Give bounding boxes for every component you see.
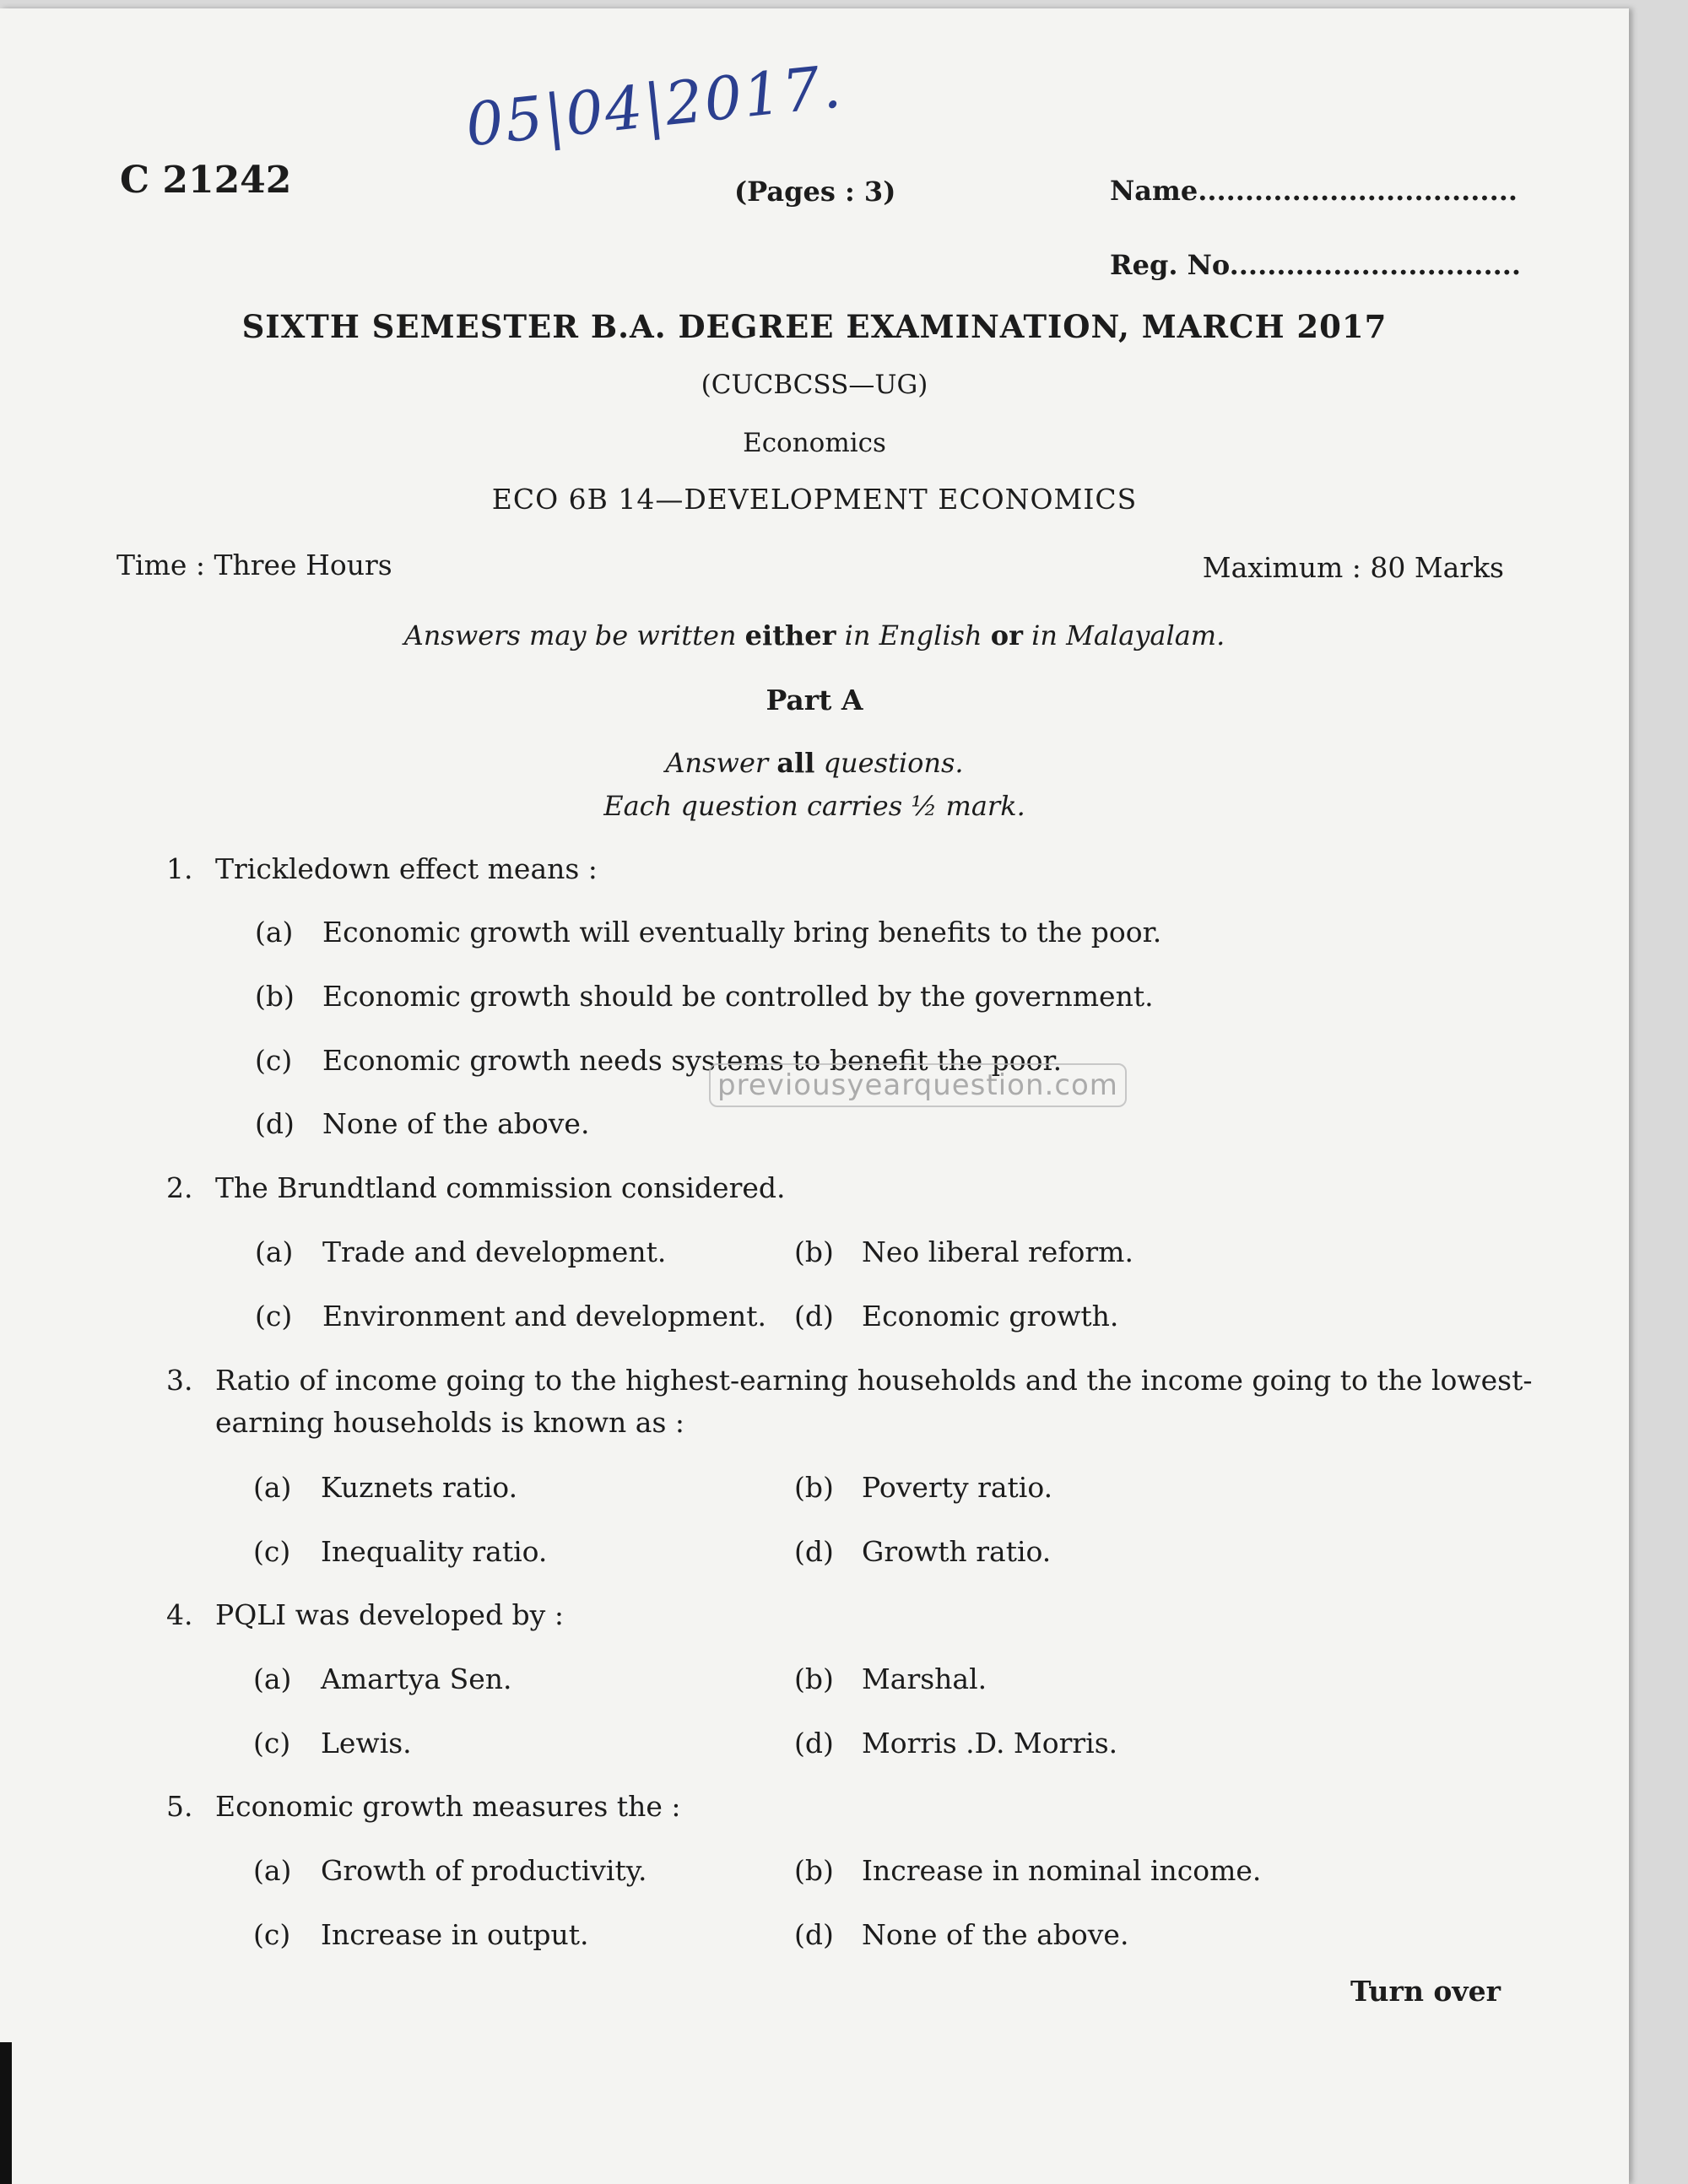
option-label: (c): [253, 1727, 291, 1760]
lang-post: in Malayalam.: [1022, 619, 1225, 651]
instr-pre: Answer: [665, 747, 777, 779]
option-label: (b): [794, 1471, 834, 1504]
q4-option-b: [794, 1662, 987, 1695]
page-count: (Pages : 3): [734, 176, 896, 208]
option-text: Growth of productivity.: [321, 1854, 647, 1887]
exam-time: Time : Three Hours: [116, 549, 392, 581]
option-label: (c): [255, 1300, 293, 1333]
scan-edge-bar: [0, 2042, 12, 2184]
option-text: Poverty ratio.: [862, 1471, 1053, 1504]
option-label: (c): [253, 1535, 291, 1568]
option-text: Increase in nominal income.: [862, 1854, 1262, 1887]
question-text: Trickledown effect means :: [215, 852, 598, 885]
q4-option-a: [253, 1662, 512, 1695]
option-text: Economic growth.: [862, 1300, 1119, 1333]
exam-page: [0, 8, 1629, 2184]
exam-title: SIXTH SEMESTER B.A. DEGREE EXAMINATION, MARCH 2017: [241, 308, 1388, 345]
q2-option-c: [255, 1300, 766, 1333]
name-field: Name..................................: [1110, 175, 1518, 207]
part-a-marks: Each question carries ½ mark.: [603, 790, 1025, 822]
question-number: 2.: [166, 1171, 193, 1204]
handwritten-date: 05|04|2017.: [463, 51, 846, 160]
lang-pre: Answers may be written: [403, 619, 745, 651]
q3-option-b: [794, 1471, 1052, 1504]
lang-either: either: [744, 619, 836, 651]
question-number: 4.: [166, 1598, 193, 1631]
option-text: Economic growth will eventually bring benefits to the poor.: [322, 916, 1162, 949]
option-text: Growth ratio.: [862, 1535, 1052, 1568]
option-label: (a): [253, 1471, 292, 1504]
option-text: Kuznets ratio.: [321, 1471, 518, 1504]
reg-no-field: Reg. No...............................: [1110, 249, 1521, 281]
lang-or: or: [990, 619, 1023, 651]
option-text: Marshal.: [862, 1662, 987, 1695]
q2-option-b: [794, 1235, 1133, 1268]
option-label: (b): [255, 980, 295, 1013]
q3-option-d: [794, 1535, 1051, 1568]
option-label: (b): [794, 1662, 834, 1695]
max-marks: Maximum : 80 Marks: [1202, 551, 1504, 584]
question-5: [166, 1790, 680, 1823]
q5-option-a: [253, 1854, 647, 1887]
option-text: Economic growth needs systems to benefit the poor.: [322, 1044, 1063, 1077]
question-number: 5.: [166, 1790, 193, 1823]
option-text: Environment and development.: [322, 1300, 767, 1333]
question-3: [166, 1364, 1533, 1397]
option-label: (d): [255, 1107, 295, 1140]
language-note: [0, 619, 1629, 651]
option-label: (a): [253, 1854, 292, 1887]
q4-option-d: [794, 1727, 1117, 1760]
option-text: Increase in output.: [321, 1918, 589, 1951]
instr-post: questions.: [814, 747, 964, 779]
option-text: Inequality ratio.: [321, 1535, 548, 1568]
q3-option-c: [253, 1535, 547, 1568]
option-text: Neo liberal reform.: [862, 1235, 1133, 1268]
option-label: (d): [794, 1727, 834, 1760]
q1-option-a: [255, 916, 1161, 949]
question-number: 1.: [166, 852, 193, 885]
option-label: (a): [255, 1235, 294, 1268]
option-label: (a): [253, 1662, 292, 1695]
option-label: (b): [794, 1854, 834, 1887]
question-1: [166, 852, 598, 885]
question-4: [166, 1598, 564, 1631]
question-3-continued: earning households is known as :: [215, 1406, 685, 1439]
option-label: (c): [255, 1044, 293, 1077]
q2-option-d: [794, 1300, 1118, 1333]
q5-option-b: [794, 1854, 1261, 1887]
q1-option-d: [255, 1107, 589, 1140]
option-label: (b): [794, 1235, 834, 1268]
instr-all: all: [776, 747, 815, 779]
option-label: (d): [794, 1535, 834, 1568]
question-2: [166, 1171, 786, 1204]
option-label: (c): [253, 1918, 291, 1951]
watermark: previousyearquestion.com: [709, 1063, 1127, 1107]
q3-option-a: [253, 1471, 517, 1504]
option-text: Economic growth should be controlled by the government.: [322, 980, 1154, 1013]
option-text: Lewis.: [321, 1727, 412, 1760]
q5-option-d: [794, 1918, 1128, 1951]
q2-option-a: [255, 1235, 666, 1268]
q5-option-c: [253, 1918, 589, 1951]
question-text: PQLI was developed by :: [215, 1598, 564, 1631]
paper-code: C 21242: [120, 159, 292, 202]
option-label: (a): [255, 916, 294, 949]
q1-option-b: [255, 980, 1154, 1013]
option-text: None of the above.: [322, 1107, 590, 1140]
option-label: (d): [794, 1300, 834, 1333]
exam-subject: Economics: [743, 428, 886, 458]
option-text: Amartya Sen.: [321, 1662, 512, 1695]
option-text: Trade and development.: [322, 1235, 667, 1268]
option-label: (d): [794, 1918, 834, 1951]
turn-over: Turn over: [1350, 1975, 1501, 2008]
question-text: Ratio of income going to the highest-earning households and the income going to the lowest-: [215, 1364, 1533, 1397]
option-text: None of the above.: [862, 1918, 1129, 1951]
question-text: Economic growth measures the :: [215, 1790, 681, 1823]
part-a-heading: Part A: [766, 684, 863, 716]
question-number: 3.: [166, 1364, 193, 1397]
exam-scheme: (CUCBCSS—UG): [701, 370, 928, 400]
option-text: Morris .D. Morris.: [862, 1727, 1118, 1760]
q4-option-c: [253, 1727, 412, 1760]
question-text: The Brundtland commission considered.: [215, 1171, 786, 1204]
paper-title: ECO 6B 14—DEVELOPMENT ECONOMICS: [491, 483, 1138, 516]
part-a-instruction: [0, 747, 1629, 779]
lang-mid: in English: [836, 619, 991, 651]
